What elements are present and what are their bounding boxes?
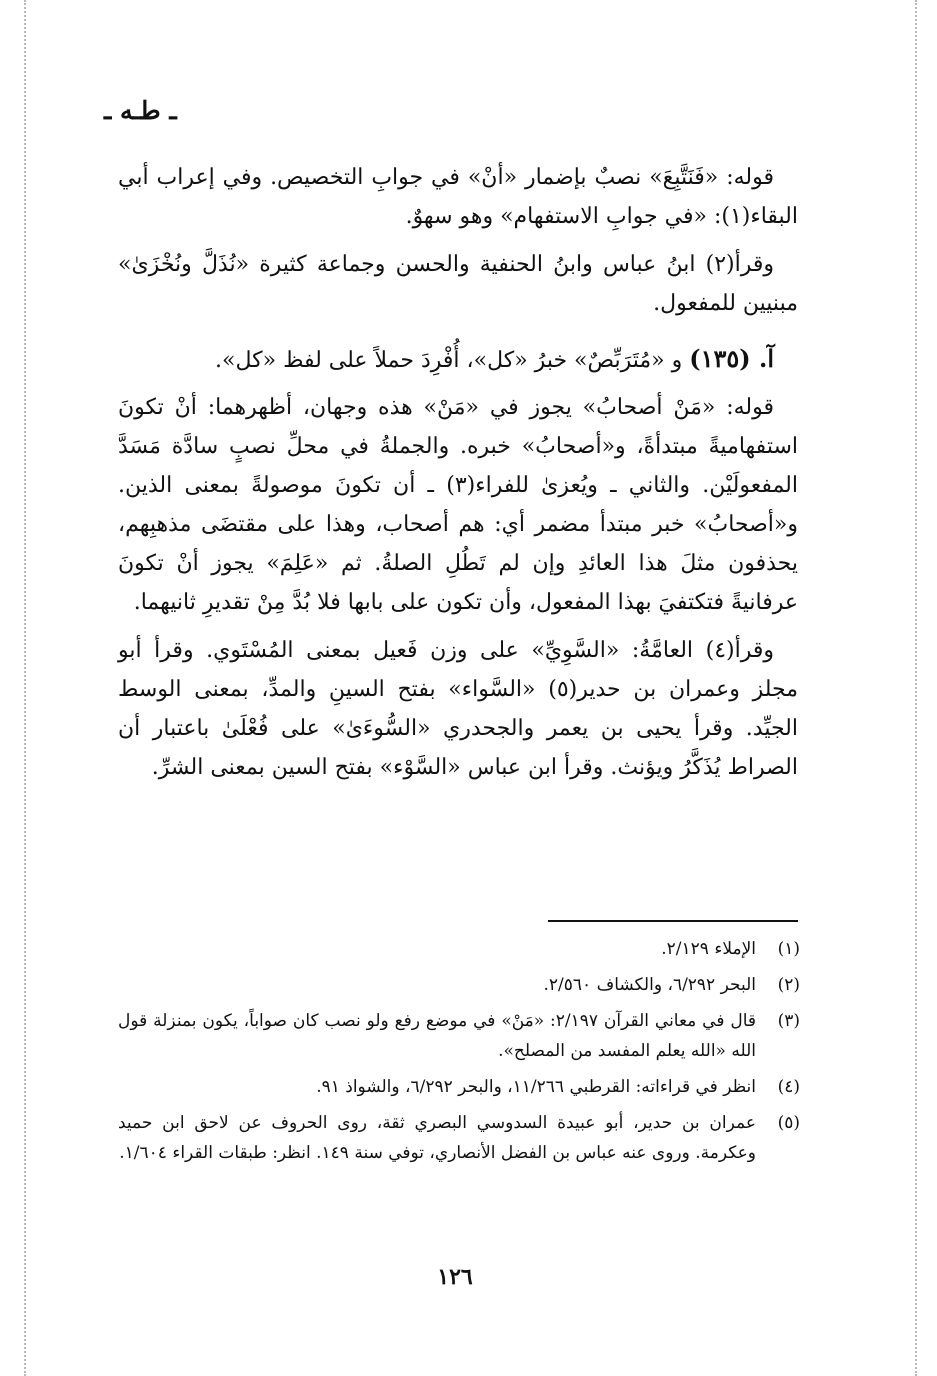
paragraph-1: قوله: «فَنَتَّبِعَ» نصبٌ بإضمار «أنْ» في جوابِ التخصيص. وفي إعراب أبي البقاء(١): «في جوابِ الاستفهام» وهو سهوٌ. xyxy=(118,165,798,229)
page-number: ١٢٦ xyxy=(437,1264,473,1290)
footnote-number: (٣) xyxy=(777,1011,800,1031)
footnote-4 xyxy=(118,1072,800,1102)
footnote-text: الإملاء ٢/١٢٩. xyxy=(661,939,756,959)
verse-text: و «مُتَرَبِّصٌ» خبرُ «كل»، أُفْرِدَ حملاً على لفظ «كل». xyxy=(215,348,683,373)
footnote-3 xyxy=(118,1006,800,1066)
scan-edge-left xyxy=(24,0,26,1376)
footnote-1 xyxy=(118,934,800,964)
footnote-text: انظر في قراءاته: القرطبي ١١/٢٦٦، والبحر ٦/٢٩٢، والشواذ ٩١. xyxy=(316,1077,756,1097)
footnote-text: البحر ٦/٢٩٢، والكشاف ٢/٥٦٠. xyxy=(543,975,756,995)
paragraph-2: وقرأ(٢) ابنُ عباس وابنُ الحنفية والحسن وجماعة كثيرة «نُذَلَّ ونُخْزَىٰ» مبنيين للمفعول. xyxy=(118,252,798,316)
footnotes xyxy=(118,934,800,1174)
footnote-5 xyxy=(118,1108,800,1168)
verse-heading xyxy=(118,339,798,380)
footnote-number: (٥) xyxy=(777,1113,800,1133)
scan-edge-right xyxy=(915,0,917,1376)
verse-number: آ. (١٣٥) xyxy=(689,344,774,373)
footnote-text: عمران بن حدير، أبو عبيدة السدوسي البصري ثقة، روى الحروف عن لاحق ابن حميد وعكرمة. وروى عنه عباس بن الفضل الأنصاري، توفي سنة ١٤٩. انظر: طبقات القراء ١/٦٠٤. xyxy=(118,1113,756,1163)
main-text xyxy=(118,158,798,796)
footnote-number: (١) xyxy=(777,939,800,959)
running-head: ـ طـه ـ xyxy=(104,96,177,125)
footnote-text: قال في معاني القرآن ٢/١٩٧: «مَنْ» في موضع رفع ولو نصب كان صواباً، يكون بمنزلة قول الله «الله يعلم المفسد من المصلح». xyxy=(118,1011,757,1061)
footnote-2 xyxy=(118,970,800,1000)
footnote-number: (٢) xyxy=(777,975,800,995)
footnote-separator xyxy=(548,920,798,922)
paragraph-3: قوله: «مَنْ أصحابُ» يجوز في «مَنْ» هذه وجهان، أظهرهما: أنْ تكونَ استفهاميةً مبتدأةً، و«أصحابُ» خبره. والجملةُ في محلِّ نصبٍ سادَّة مَسَدَّ المفعولَيْن. والثاني ـ ويُعزىٰ للفراء(٣) ـ أن تكونَ موصولةً بمعنى الذين. و«أصحابُ» خبر مبتدأ مضمر أي: هم أصحاب، وهذا على مقتضَى مذهبِهم، يحذفون مثلَ هذا العائدِ وإن لم تَطُلِ الصلةُ. ثم «عَلِمَ» يجوز أنْ تكونَ عرفانيةً فتكتفيَ بهذا المفعول، وأن تكون على بابها فلا بُدَّ مِنْ تقديرِ ثانيهما. xyxy=(118,395,798,615)
paragraph-4: وقرأ(٤) العامَّةُ: «السَّوِيِّ» على وزن فَعيل بمعنى المُسْتَوي. وقرأ أبو مجلز وعمران بن حدير(٥) «السَّواء» بفتح السينِ والمدِّ، بمعنى الوسط الجيِّد. وقرأ يحيى بن يعمر والجحدري «السُّوءَىٰ» على فُعْلَىٰ باعتبار أن الصراط يُذَكَّرُ ويؤنث. وقرأ ابن عباس «السَّوْء» بفتح السين بمعنى الشرِّ. xyxy=(118,638,798,780)
footnote-number: (٤) xyxy=(777,1077,800,1097)
